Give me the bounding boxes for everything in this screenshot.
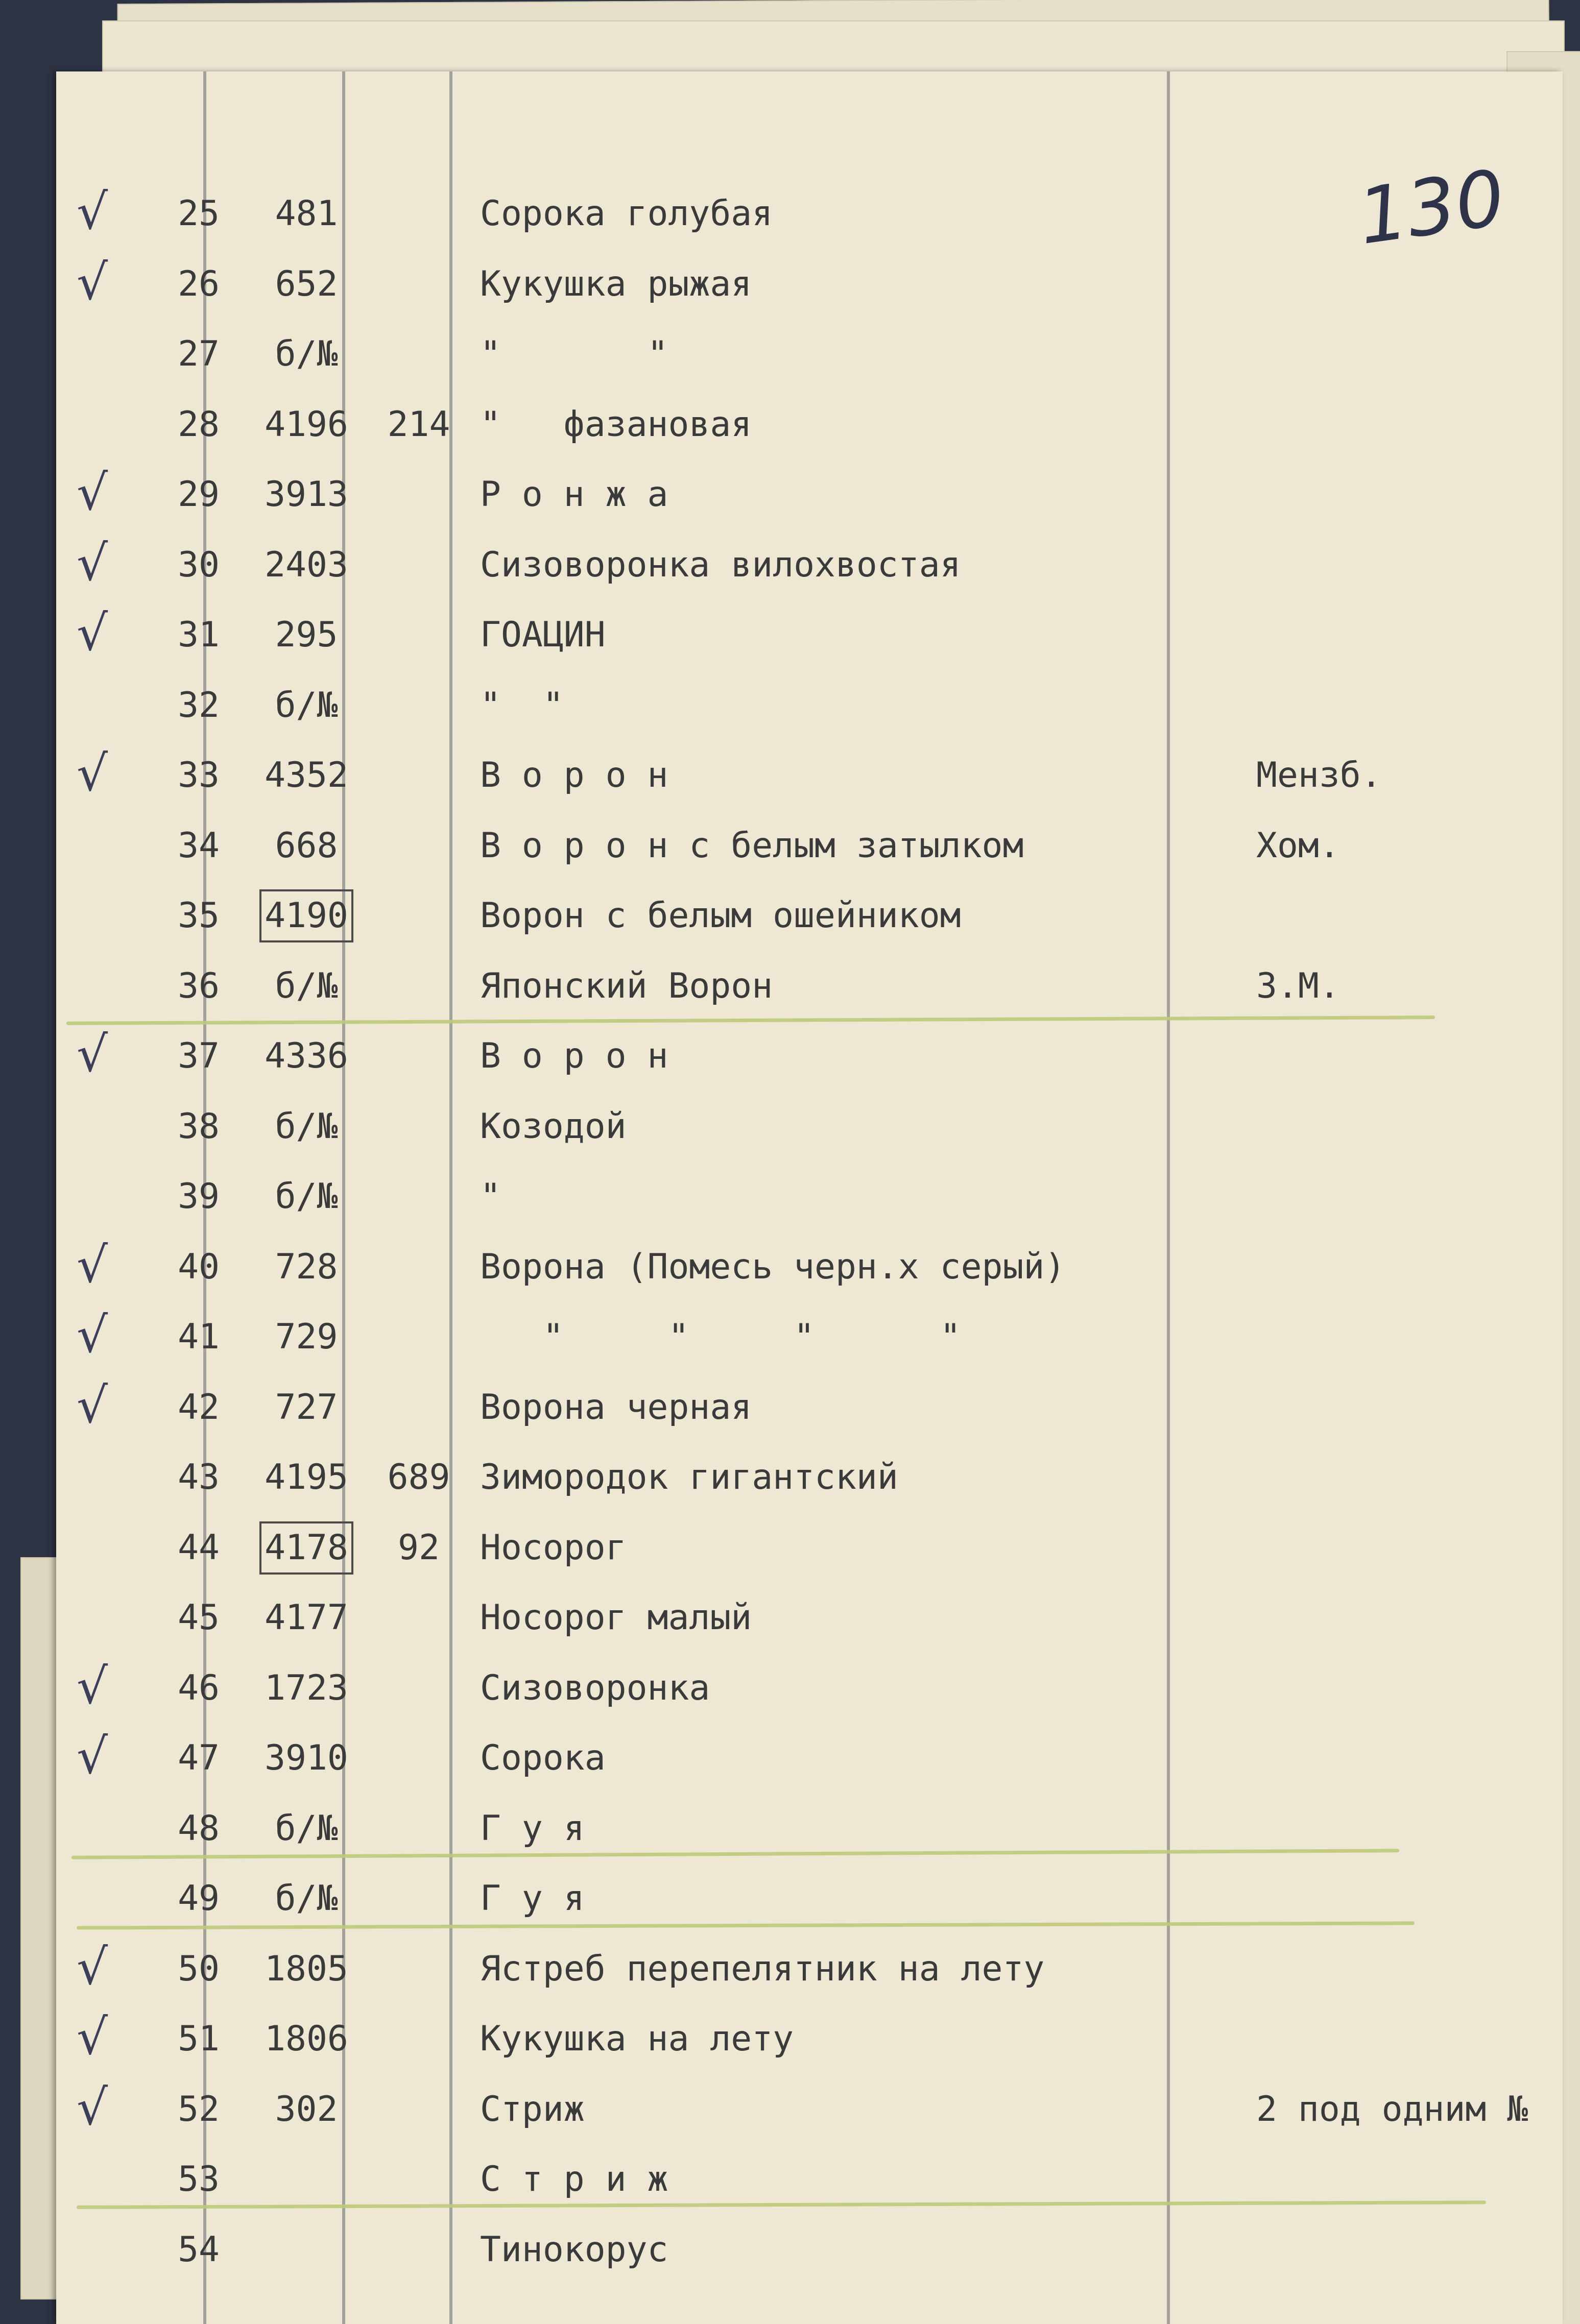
specimen-name: Японский Ворон xyxy=(480,965,773,1006)
remark: 2 под одним № xyxy=(1256,2089,1528,2129)
specimen-name: " " xyxy=(480,685,564,725)
row-number: 43 xyxy=(178,1457,220,1497)
boxed-inventory-number: 4190 xyxy=(259,889,353,942)
secondary-number: 689 xyxy=(387,1457,450,1497)
inventory-number: б/№ xyxy=(275,1106,338,1147)
specimen-name: Ястреб перепелятник на лету xyxy=(480,1948,1045,1989)
secondary-number xyxy=(352,179,485,249)
secondary-number xyxy=(352,1302,485,1372)
secondary-number xyxy=(352,249,485,319)
table-row xyxy=(56,390,1563,459)
table-row xyxy=(56,459,1563,529)
secondary-number xyxy=(352,1161,485,1231)
remark: Мензб. xyxy=(1256,755,1382,795)
secondary-number xyxy=(352,1863,485,1933)
table-row xyxy=(56,2144,1563,2214)
inventory-number: 729 xyxy=(275,1317,338,1357)
table-row xyxy=(56,530,1563,600)
secondary-number xyxy=(352,951,485,1021)
specimen-name: Г у я xyxy=(480,1878,585,1919)
inventory-number: 302 xyxy=(275,2089,338,2129)
secondary-number xyxy=(352,2215,485,2285)
inventory-number: 727 xyxy=(275,1387,338,1427)
secondary-number xyxy=(352,1794,485,1863)
inventory-number: 3913 xyxy=(265,474,348,515)
specimen-name: Тинокорус xyxy=(480,2229,668,2270)
inventory-number: 4195 xyxy=(265,1457,348,1497)
specimen-name: Кукушка рыжая xyxy=(480,263,752,304)
inventory-number: б/№ xyxy=(275,1878,338,1919)
row-number: 25 xyxy=(178,193,220,234)
check-mark: √ xyxy=(77,604,108,662)
row-number: 27 xyxy=(178,334,220,374)
row-number: 31 xyxy=(178,615,220,655)
inventory-number: 1723 xyxy=(265,1667,348,1708)
check-mark: √ xyxy=(77,464,108,521)
row-number: 29 xyxy=(178,474,220,515)
secondary-number xyxy=(352,530,485,600)
secondary-number xyxy=(352,1232,485,1302)
specimen-name: Носорог малый xyxy=(480,1597,752,1638)
check-mark: √ xyxy=(77,745,108,802)
table-row xyxy=(56,740,1563,810)
inventory-number: 1806 xyxy=(265,2019,348,2059)
table-row xyxy=(56,1723,1563,1793)
remark: З.М. xyxy=(1256,965,1340,1006)
secondary-number xyxy=(352,881,485,951)
row-number: 51 xyxy=(178,2019,220,2059)
specimen-name: Сизоворонка вилохвостая xyxy=(480,544,961,585)
specimen-name: Р о н ж а xyxy=(480,474,668,515)
inventory-number: 668 xyxy=(275,825,338,866)
check-mark: √ xyxy=(77,1938,108,1996)
specimen-name: ГОАЦИН xyxy=(480,615,606,655)
secondary-number xyxy=(352,2074,485,2144)
table-row xyxy=(56,881,1563,951)
table-row xyxy=(56,1583,1563,1653)
secondary-number xyxy=(352,740,485,810)
check-mark: √ xyxy=(77,2078,108,2136)
check-mark: √ xyxy=(77,2008,108,2066)
row-number: 34 xyxy=(178,825,220,866)
secondary-number xyxy=(352,1021,485,1091)
inventory-number: 728 xyxy=(275,1246,338,1287)
inventory-number: 3910 xyxy=(265,1738,348,1778)
check-mark: √ xyxy=(77,1236,108,1294)
check-mark: √ xyxy=(77,1728,108,1785)
secondary-number: 214 xyxy=(387,404,450,445)
inventory-number: б/№ xyxy=(275,685,338,725)
table-row xyxy=(56,1442,1563,1512)
row-number: 40 xyxy=(178,1246,220,1287)
table-row xyxy=(56,319,1563,389)
secondary-number xyxy=(352,2004,485,2074)
secondary-number xyxy=(352,1092,485,1161)
row-number: 44 xyxy=(178,1527,220,1568)
check-mark: √ xyxy=(77,1026,108,1083)
specimen-name: Ворон с белым ошейником xyxy=(480,895,961,936)
specimen-name: Сизоворонка xyxy=(480,1667,710,1708)
inventory-number: 4177 xyxy=(265,1597,348,1638)
secondary-number xyxy=(352,459,485,529)
table-row xyxy=(56,249,1563,319)
row-number: 35 xyxy=(178,895,220,936)
secondary-number xyxy=(352,319,485,389)
inventory-number: б/№ xyxy=(275,965,338,1006)
boxed-inventory-number: 4178 xyxy=(259,1521,353,1575)
specimen-name: В о р о н xyxy=(480,1036,668,1076)
specimen-name: Стриж xyxy=(480,2089,585,2129)
row-number: 28 xyxy=(178,404,220,445)
check-mark: √ xyxy=(77,1376,108,1434)
inventory-number: 4196 xyxy=(265,404,348,445)
row-number: 48 xyxy=(178,1808,220,1849)
row-number: 54 xyxy=(178,2229,220,2270)
secondary-number xyxy=(352,1653,485,1723)
specimen-name: Зимородок гигантский xyxy=(480,1457,898,1497)
secondary-number: 92 xyxy=(398,1527,440,1568)
table-row xyxy=(56,670,1563,740)
specimen-name: " " " " xyxy=(480,1317,961,1357)
table-row xyxy=(56,2215,1563,2285)
table-row xyxy=(56,1232,1563,1302)
table-row xyxy=(56,1302,1563,1372)
table-row xyxy=(56,1653,1563,1723)
secondary-number xyxy=(352,811,485,881)
row-number: 45 xyxy=(178,1597,220,1638)
table-row xyxy=(56,1161,1563,1231)
inventory-number: б/№ xyxy=(275,1176,338,1217)
secondary-number xyxy=(352,1723,485,1793)
specimen-name: Сорока голубая xyxy=(480,193,773,234)
row-number: 26 xyxy=(178,263,220,304)
secondary-number xyxy=(352,1583,485,1653)
row-number: 39 xyxy=(178,1176,220,1217)
specimen-name: Носорог xyxy=(480,1527,627,1568)
inventory-number: б/№ xyxy=(275,1808,338,1849)
table-row xyxy=(56,1513,1563,1583)
check-mark: √ xyxy=(77,534,108,592)
table-row xyxy=(56,600,1563,670)
table-row xyxy=(56,811,1563,881)
check-mark: √ xyxy=(77,1306,108,1364)
specimen-name: Г у я xyxy=(480,1808,585,1849)
secondary-number xyxy=(352,670,485,740)
specimen-name: С т р и ж xyxy=(480,2159,668,2199)
row-number: 37 xyxy=(178,1036,220,1076)
row-number: 32 xyxy=(178,685,220,725)
inventory-number: 481 xyxy=(275,193,338,234)
table-row xyxy=(56,1863,1563,1933)
row-number: 42 xyxy=(178,1387,220,1427)
row-number: 49 xyxy=(178,1878,220,1919)
specimen-name: Кукушка на лету xyxy=(480,2019,794,2059)
table-row xyxy=(56,2074,1563,2144)
inventory-number: 295 xyxy=(275,615,338,655)
row-number: 52 xyxy=(178,2089,220,2129)
table-row xyxy=(56,1021,1563,1091)
row-number: 46 xyxy=(178,1667,220,1708)
row-number: 38 xyxy=(178,1106,220,1147)
secondary-number xyxy=(352,600,485,670)
row-number: 50 xyxy=(178,1948,220,1989)
inventory-number: 4336 xyxy=(265,1036,348,1076)
specimen-name: " " xyxy=(480,334,668,374)
table-row xyxy=(56,1794,1563,1863)
specimen-name: " xyxy=(480,1176,501,1217)
row-number: 33 xyxy=(178,755,220,795)
secondary-number xyxy=(352,1934,485,2004)
row-number: 47 xyxy=(178,1738,220,1778)
check-mark: √ xyxy=(77,1657,108,1715)
secondary-number xyxy=(352,1372,485,1442)
check-mark: √ xyxy=(77,183,108,240)
table-row xyxy=(56,1092,1563,1161)
inventory-number: б/№ xyxy=(275,334,338,374)
table-row xyxy=(56,1934,1563,2004)
table-row xyxy=(56,2004,1563,2074)
inventory-number: 4352 xyxy=(265,755,348,795)
row-number: 53 xyxy=(178,2159,220,2199)
secondary-number xyxy=(352,2144,485,2214)
specimen-name: Козодой xyxy=(480,1106,627,1147)
specimen-name: " фазановая xyxy=(480,404,752,445)
remark: Хом. xyxy=(1256,825,1340,866)
row-number: 41 xyxy=(178,1317,220,1357)
check-mark: √ xyxy=(77,253,108,311)
row-number: 36 xyxy=(178,965,220,1006)
specimen-name: В о р о н с белым затылком xyxy=(480,825,1024,866)
specimen-name: Ворона черная xyxy=(480,1387,752,1427)
inventory-number: 1805 xyxy=(265,1948,348,1989)
row-number: 30 xyxy=(178,544,220,585)
specimen-name: Ворона (Помесь черн.х серый) xyxy=(480,1246,1066,1287)
ledger-page xyxy=(56,71,1563,2324)
table-row xyxy=(56,951,1563,1021)
folio-number: 130 xyxy=(1353,153,1511,262)
inventory-number: 652 xyxy=(275,263,338,304)
specimen-name: Сорока xyxy=(480,1738,606,1778)
table-row xyxy=(56,1372,1563,1442)
inventory-number: 2403 xyxy=(265,544,348,585)
table-row xyxy=(56,179,1563,249)
specimen-name: В о р о н xyxy=(480,755,668,795)
